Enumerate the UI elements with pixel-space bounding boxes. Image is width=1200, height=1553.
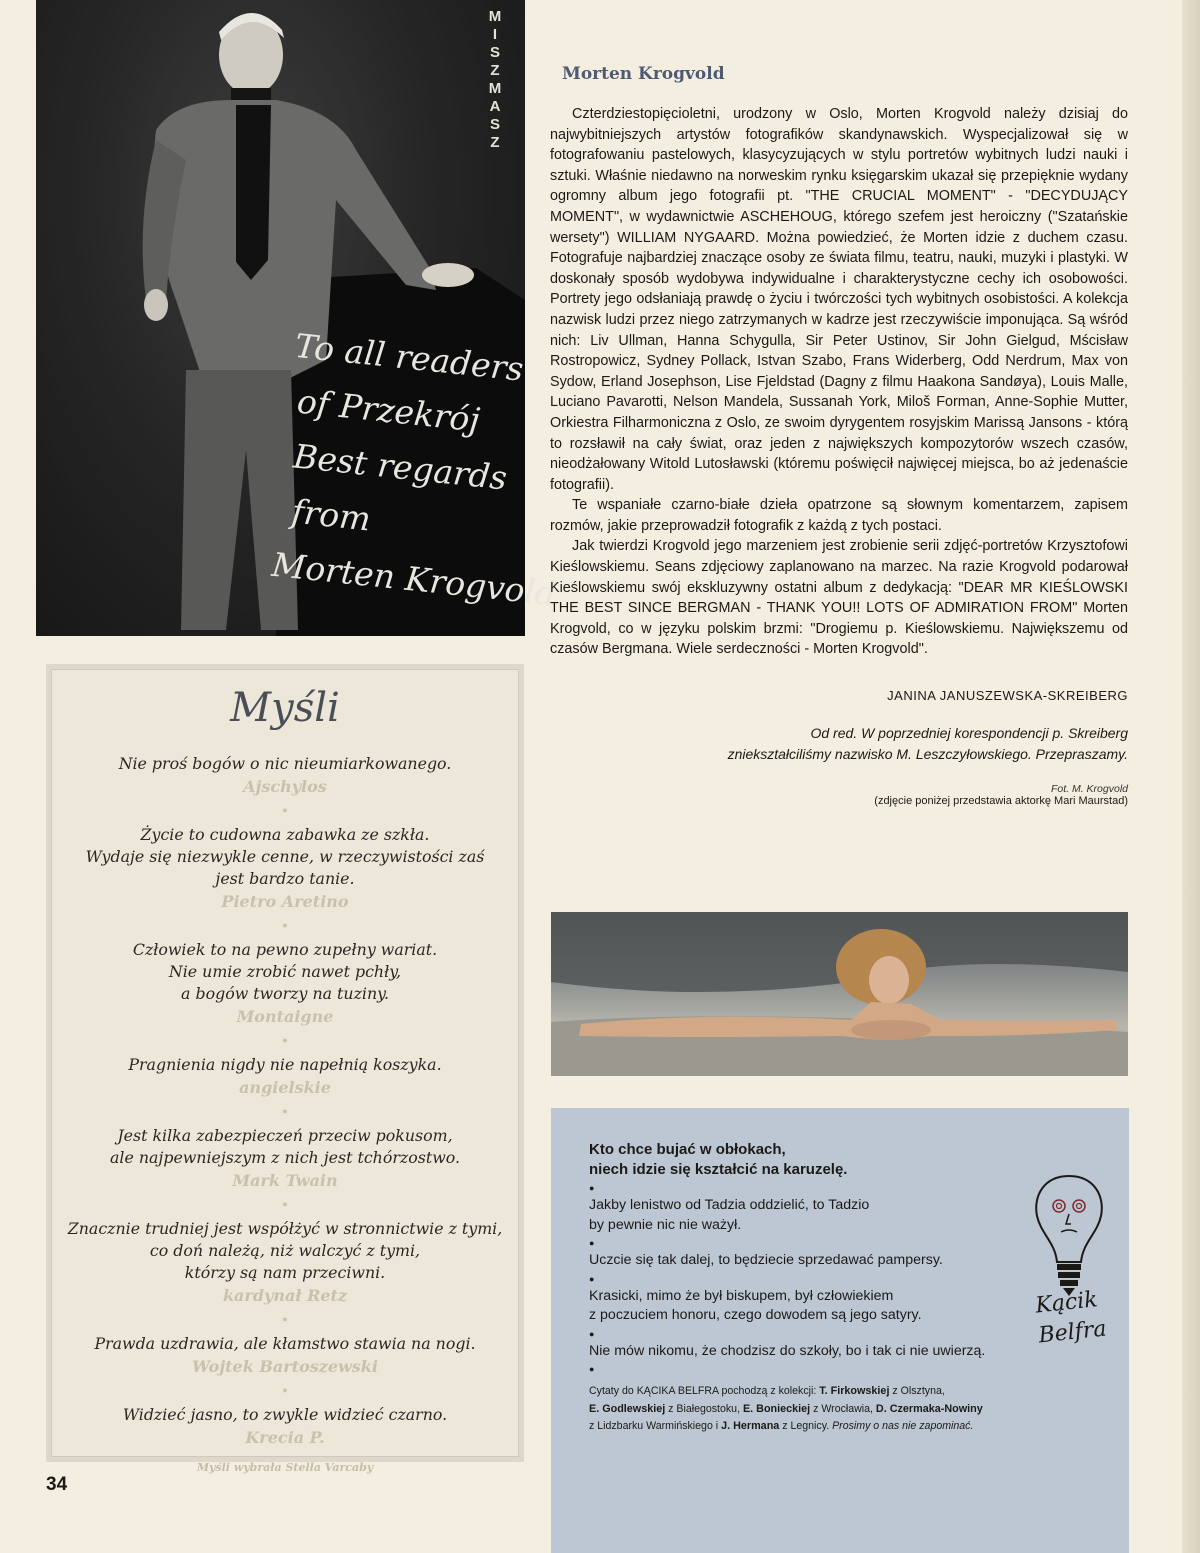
quote-text xyxy=(51,1125,519,1169)
quote-line: którzy są nam przeciwni. xyxy=(184,1263,386,1282)
footnote-text: z Lidzbarku Warmińskiego i xyxy=(589,1420,722,1432)
quote-author: Krecia P. xyxy=(245,1428,325,1447)
teachers-corner-title xyxy=(589,1140,1049,1180)
quote-author: Montaigne xyxy=(236,1007,334,1026)
saying-line: Nie mów nikomu, że chodzisz do szkoły, bo i tak ci nie uwierzą. xyxy=(589,1342,986,1359)
section-letter: S xyxy=(489,116,500,133)
title-line: niech idzie się kształcić na karuzelę. xyxy=(589,1161,848,1178)
footnote-text: Prosimy o nas nie zapominać. xyxy=(832,1420,974,1432)
photo-credit: Fot. M. Krogvold xyxy=(1050,783,1128,796)
saying-line: Krasicki, mimo że był biskupem, był człowiekiem xyxy=(589,1287,894,1304)
saying-line: by pewnie nic nie ważył. xyxy=(589,1216,742,1233)
section-letter: Z xyxy=(490,134,500,151)
contributor-name: E. Godlewskiej xyxy=(589,1402,666,1415)
section-letter: Z xyxy=(490,62,500,79)
contributor-name: J. Hermana xyxy=(721,1420,780,1432)
saying-line: z poczuciem honoru, czego dowodem są jego satyry. xyxy=(589,1307,922,1323)
quote-text xyxy=(51,1333,519,1355)
section-letter: S xyxy=(489,44,500,61)
bullet-separator: ● xyxy=(589,1328,595,1339)
quote-text xyxy=(51,939,519,1005)
quote-author: Pietro Aretino xyxy=(221,892,349,911)
quote-line: jest bardzo tanie. xyxy=(215,869,355,888)
quote-line: Wydaje się niezwykle cenne, w rzeczywistości zaś xyxy=(85,847,485,866)
article-paragraph: Czterdziestopięcioletni, urodzony w Oslo, Morten Krogvold należy dzisiaj do najwybitniejszych artystów fotografików skandynawskich. Wyspecjalizował się w fotografowaniu pastelowych, klasycyzujących w stylu portretów wybitnych ludzi nauki i sztuki. Właśnie niedawno na norweskim rynku księgarskim ukazał się przepięknie wydany ogromny album jego fotografii pt. "THE CRUCIAL MOMENT" - "DECYDUJĄCY MOMENT", w wydawnictwie ASCHEHOUG, którego szefem jest heroiczny ("Szatańskie wersety") WILLIAM NYGAARD. Można powiedzieć, że Morten idzie z duchem czasu. Fotografuje najbardziej znaczące osoby ze świata filmu, teatru, nauki, muzyki i plastyki. W doskonały sposób wydobywa indywidualne i charakterystyczne cechy ich osobowości. Portrety jego odsłaniają prawdę o życiu i twórczości tych wybitnych osobistości. A kolekcja nazwisk ludzi przez niego zatrzymanych w kadrze jest rzeczywiście imponująca. Są wśród nich: Liv Ullman, Hanna Schygulla, Sir Peter Ustinov, Sir John Gielgud, Mścisław Rostropowicz, Sydney Pollack, Istvan Szabo, Frans Widerberg, Odd Nerdrum, Max von Sydow, Erland Josephson, Lise Fjeldstad (Dagny z filmu Haakona Sandøya), Louis Malle, Luciano Pavarotti, Nelson Mandela, Sussanah York, Miloš Forman, Anne-Sophie Mutter, Orkiestra Filharmoniczna z Oslo, ze swoim dyrygentem rosyjskim Marissą Jansons - którą to rozsławił na cały świat, oraz jeden z największych kompozytorów wszech czasów, nieodżałowany Witold Lutosławski (któremu poświęcił najwięcej miejsca, bo aż jedenaście fotografii). xyxy=(550,106,1128,493)
bullet-separator: ● xyxy=(589,1183,595,1193)
portrait-photo xyxy=(36,0,559,636)
section-letter: I xyxy=(492,26,498,43)
quote-separator: ● xyxy=(282,1314,288,1324)
logo-line: Kącik xyxy=(1034,1287,1099,1319)
photo-caption: (zdjęcie poniżej przedstawia aktorkę Mari Maurstad) xyxy=(874,795,1128,808)
thoughts-credit: Myśli wybrała Stella Varcaby xyxy=(196,1461,374,1474)
quote-text xyxy=(51,824,519,890)
saying-item xyxy=(589,1251,1049,1271)
quote-author: angielskie xyxy=(239,1078,331,1097)
quote-text xyxy=(51,1404,519,1426)
contributor-name: E. Bonieckiej xyxy=(742,1402,811,1415)
quote-line: co doń należą, niż walczyć z tymi, xyxy=(149,1241,421,1260)
editor-note-line: Od red. W poprzedniej korespondencji p. Skreiberg xyxy=(810,725,1128,742)
page-number: 34 xyxy=(46,1474,68,1495)
editor-note-line: zniekształciliśmy nazwisko M. Leszczyłowskiego. Przepraszamy. xyxy=(727,746,1128,763)
footnote-text: z Olsztyna, xyxy=(889,1385,945,1397)
lightbulb-icon xyxy=(1029,1170,1109,1300)
bullet-separator: ● xyxy=(589,1273,595,1284)
quote-line: Nie proś bogów o nic nieumiarkowanego. xyxy=(118,754,452,773)
article-paragraph: Te wspaniałe czarno-białe dzieła opatrzone są słownym komentarzem, zapisem rozmów, jakie przeprowadził fotografik z każdą z tych postaci. xyxy=(550,497,1128,534)
quote-line: Człowiek to na pewno zupełny wariat. xyxy=(132,940,438,959)
dedication-line: Best regards xyxy=(291,436,509,498)
quote-line: a bogów tworzy na tuziny. xyxy=(181,984,389,1003)
article xyxy=(550,64,1128,807)
footnote-text: z Białegostoku, xyxy=(665,1402,743,1415)
quote-author: kardynał Retz xyxy=(222,1286,348,1305)
actress-photo xyxy=(551,912,1128,1076)
dedication-line: from xyxy=(289,491,373,539)
section-letter: M xyxy=(488,8,502,25)
thoughts-box xyxy=(46,664,524,1474)
quote-separator: ● xyxy=(282,1035,288,1045)
footnote-text: Cytaty do KĄCIKA BELFRA pochodzą z kolekcji: xyxy=(589,1385,820,1397)
contributor-name: D. Czermaka-Nowiny xyxy=(875,1402,983,1415)
footnote-text: z Legnicy. xyxy=(779,1420,833,1432)
quote-line: Znacznie trudniej jest współżyć w stronnictwie z tymi, xyxy=(67,1219,503,1238)
page-edge xyxy=(1182,0,1200,1553)
article-author: JANINA JANUSZEWSKA-SKREIBERG xyxy=(887,688,1128,704)
teachers-corner-footnote xyxy=(589,1383,1109,1436)
quote-author: Wojtek Bartoszewski xyxy=(192,1357,378,1376)
quote-line: Widzieć jasno, to zwykle widzieć czarno. xyxy=(122,1405,448,1424)
saying-item xyxy=(589,1196,1049,1235)
contributor-name: T. Firkowskiej xyxy=(819,1385,890,1397)
logo-line: Belfra xyxy=(1037,1316,1108,1349)
dedication-line: To all readers xyxy=(293,325,526,389)
section-letter: A xyxy=(489,98,501,115)
footnote-text: z Wrocławia, xyxy=(810,1402,876,1415)
section-letter: M xyxy=(488,80,502,97)
dedication-line: of Przekrój xyxy=(295,381,482,440)
quote-separator: ● xyxy=(282,1106,288,1116)
title-line: Kto chce bujać w obłokach, xyxy=(589,1141,786,1158)
article-paragraph: Jak twierdzi Krogvold jego marzeniem jest zrobienie serii zdjęć-portretów Krzysztofowi Kieślowskiemu. Seans zdjęciowy zaplanowano na marzec. Na razie Krogvold podarował Kieślowskiemu swój ekskluzywny ostatni album z dedykacją: "DEAR MR KIEŚLOWSKI THE BEST SINCE BERGMAN - THANK YOU!! LOTS OF ADMIRATION FROM" Morten Krogvold, co w języku polskim brzmi: "Drogiemu p. Kieślowskiemu. Największemu od czasów Bergmana. Wiele serdeczności - Morten Krogvold". xyxy=(550,538,1128,658)
bullet-separator: ● xyxy=(589,1238,595,1248)
quote-author: Ajschylos xyxy=(243,777,327,796)
section-label-miszmasz xyxy=(483,8,507,152)
quote-separator: ● xyxy=(282,1385,288,1395)
quote-text xyxy=(51,753,519,775)
quote-separator: ● xyxy=(282,805,288,815)
quote-separator: ● xyxy=(282,920,288,930)
quote-text xyxy=(51,1054,519,1076)
teachers-corner-logo xyxy=(1034,1285,1108,1352)
quote-line: Pragnienia nigdy nie napełnią koszyka. xyxy=(128,1055,442,1074)
article-title: Morten Krogvold xyxy=(562,64,725,84)
saying-item xyxy=(589,1287,1049,1326)
quotes-list xyxy=(51,753,519,1474)
handwritten-dedication xyxy=(269,318,559,614)
saying-line: Uczcie się tak dalej, to będziecie sprzedawać pampersy. xyxy=(589,1252,943,1268)
saying-line: Jakby lenistwo od Tadzia oddzielić, to Tadzio xyxy=(589,1197,870,1213)
quote-author: Mark Twain xyxy=(232,1171,338,1190)
quote-separator: ● xyxy=(282,1199,288,1209)
quote-line: Życie to cudowna zabawka ze szkła. xyxy=(140,825,430,844)
thoughts-title: Myśli xyxy=(230,685,340,731)
quote-line: Prawda uzdrawia, ale kłamstwo stawia na nogi. xyxy=(94,1334,476,1353)
quote-line: Nie umie zrobić nawet pchły, xyxy=(168,962,402,981)
quote-line: ale najpewniejszym z nich jest tchórzostwo. xyxy=(110,1148,460,1167)
dedication-line: Morten Krogvold xyxy=(270,544,559,614)
editor-note xyxy=(550,723,1128,765)
teachers-corner-box xyxy=(551,1108,1129,1553)
teachers-corner-content xyxy=(589,1140,1108,1436)
actress-figure xyxy=(551,912,1128,1076)
quote-text xyxy=(51,1218,519,1284)
quote-line: Jest kilka zabezpieczeń przeciw pokusom, xyxy=(117,1126,453,1145)
bullet-separator: ● xyxy=(589,1364,595,1374)
